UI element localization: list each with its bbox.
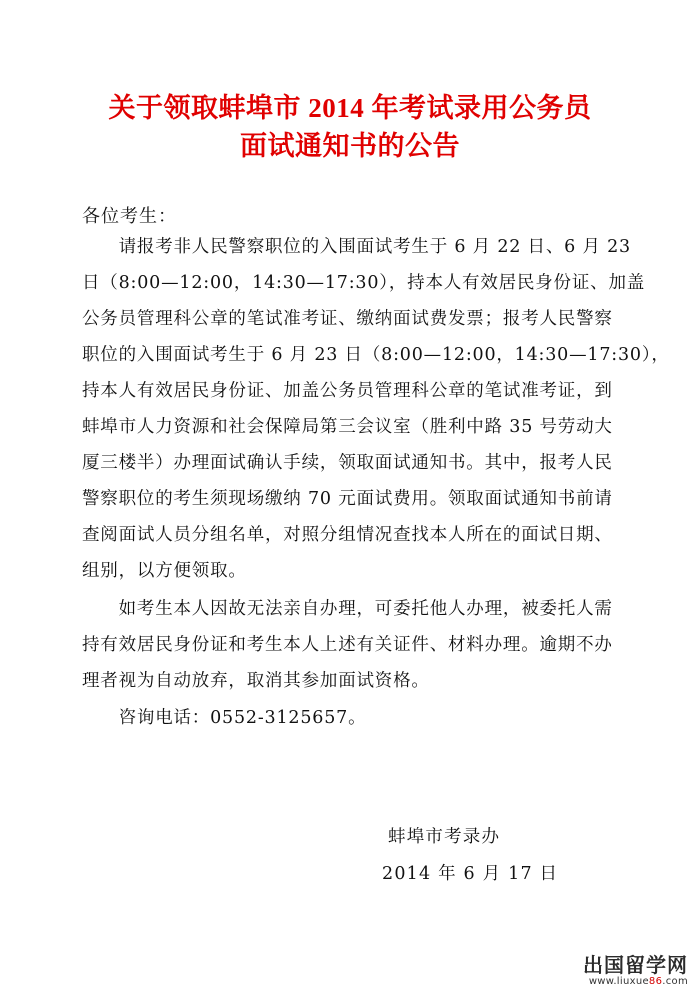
body-line: 查阅面试人员分组名单，对照分组情况查找本人所在的面试日期、 — [82, 525, 613, 545]
contact-phone: 咨询电话：0552-3125657。 — [82, 708, 367, 728]
body-line: 职位的入围面试考生于 6 月 23 日（8:00—12:00，14:30—17:30）， — [82, 345, 670, 365]
body-line: 公务员管理科公章的笔试准考证、缴纳面试费发票；报考人民警察 — [82, 309, 613, 329]
body-line: 理者视为自动放弃，取消其参加面试资格。 — [82, 671, 430, 691]
body-line: 组别，以方便领取。 — [82, 561, 247, 581]
body-line: 蚌埠市人力资源和社会保障局第三会议室（胜利中路 35 号劳动大 — [82, 417, 613, 437]
body-line: 持有效居民身份证和考生本人上述有关证件、材料办理。逾期不办 — [82, 635, 613, 655]
announcement-title-line-1: 关于领取蚌埠市 2014 年考试录用公务员 — [108, 93, 592, 123]
site-watermark — [583, 954, 688, 988]
body-line: 日（8:00—12:00，14:30—17:30），持本人有效居民身份证、加盖 — [82, 273, 646, 293]
watermark-url: www.liuxue86.com — [588, 976, 688, 987]
watermark-text: 出国留学网 — [583, 953, 688, 977]
signature-organization: 蚌埠市考录办 — [388, 827, 501, 847]
greeting: 各位考生： — [82, 206, 177, 227]
body-line: 如考生本人因故无法亲自办理，可委托他人办理，被委托人需 — [82, 599, 613, 619]
signature-date: 2014 年 6 月 17 日 — [382, 864, 559, 884]
announcement-title-line-2: 面试通知书的公告 — [240, 131, 460, 161]
body-line: 厦三楼半）办理面试确认手续，领取面试通知书。其中，报考人民 — [82, 453, 613, 473]
body-line: 持本人有效居民身份证、加盖公务员管理科公章的笔试准考证，到 — [82, 381, 613, 401]
body-line: 警察职位的考生须现场缴纳 70 元面试费用。领取面试通知书前请 — [82, 489, 613, 509]
body-line: 请报考非人民警察职位的入围面试考生于 6 月 22 日、6 月 23 — [82, 237, 631, 257]
